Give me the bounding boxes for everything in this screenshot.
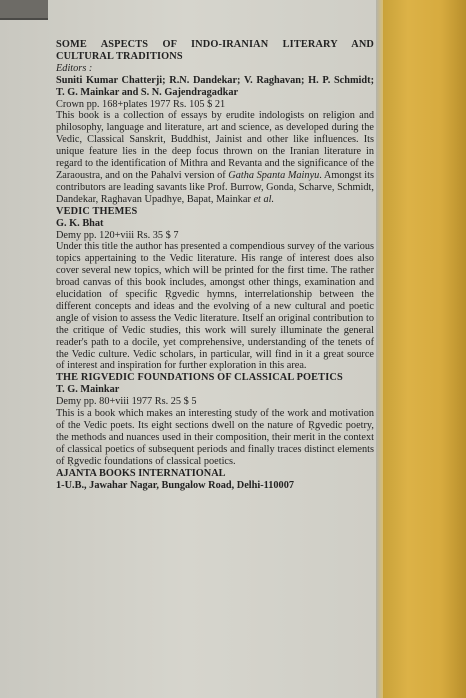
book-entry-indo-iranian: [56, 39, 374, 206]
book-title: THE RIGVEDIC FOUNDATIONS OF CLASSICAL POETICS: [56, 372, 343, 384]
book-spine: [383, 0, 466, 698]
italic-title: Gatha Spanta Mainyu: [228, 169, 320, 181]
book-description: This book is a collection of essays by erudite indologists on religion and philosophy, language and literature, art and science, as developed during the Vedic, Classical Sanskrit, Buddhist, Jainist and other like influences. Its unique feature lies in the deep focus thrown on the Iranian literature in regard to the identification of Mithra and Revanta and the significance of the Zaraoustra, and on the Pahalvi version of Gatha Spanta Mainyu. Amongst its contributors are leading savants like Prof. Burrow, Gonda, Scharve, Schmidt, Dandekar, Raghavan Upadhye, Bapat, Mainkar et al.: [56, 110, 374, 205]
book-description: This is a book which makes an interesting study of the work and motivation of the Vedic poets. Its eight sections dwell on the nature of Ṛgvedic poetry, the methods and nuances used in their composition, their merit in the context of classical poetics of subsequent periods and finally traces distinct elements of Ṛgvedic foundations of classical poetics.: [56, 408, 374, 467]
book-authors: Suniti Kumar Chatterji; R.N. Dandekar; V. Raghavan; H. P. Schmidt; T. G. Mainkar and S. N. Gajendragadkar: [56, 74, 374, 98]
book-description: Under this title the author has presented a compendious survey of the various topics appertaining to the Vedic literature. His range of interest does also cover several new topics, which will be printed for the first time. The rather broad canvas of this book includes, amongst other things, examination and elucidation of specific Ṛgvedic hymns, interrelationship between the different concepts and ideas and the evolving of a new cultural and poetic angle of vision to assess the Vedic literature. Itself an original contribution to the critique of Vedic studies, this work will surely illuminate the general reader's path to a docile, yet comprehensive, understanding of the tenets of the Vedic culture. Vedic scholars, in particular, will find in it a great source of interest and inspiration for further exploration in this area.: [56, 241, 374, 372]
book-pricing: Demy pp. 120+viii Rs. 35 $ 7: [56, 229, 179, 241]
book-entry-vedic-themes: [56, 206, 374, 373]
publisher-block: [56, 468, 374, 492]
book-pricing: Crown pp. 168+plates 1977 Rs. 105 $ 21: [56, 98, 226, 110]
et-al: et al.: [253, 193, 275, 205]
book-title: VEDIC THEMES: [56, 205, 138, 217]
publisher-name: AJANTA BOOKS INTERNATIONAL: [56, 467, 226, 479]
editors-label: Editors :: [56, 62, 93, 74]
book-author: G. K. Bhat: [56, 217, 104, 229]
jacket-text: [56, 39, 374, 491]
book-title: SOME ASPECTS OF INDO-IRANIAN LITERARY AND CULTURAL TRADITIONS: [56, 39, 374, 62]
book-entry-rigvedic-poetics: [56, 372, 374, 467]
book-author: T. G. Mainkar: [56, 384, 120, 396]
book-pricing: Demy pp. 80+viii 1977 Rs. 25 $ 5: [56, 396, 197, 408]
library-tag: [0, 0, 48, 20]
publisher-address: 1-U.B., Jawahar Nagar, Bungalow Road, Delhi-110007: [56, 479, 294, 491]
